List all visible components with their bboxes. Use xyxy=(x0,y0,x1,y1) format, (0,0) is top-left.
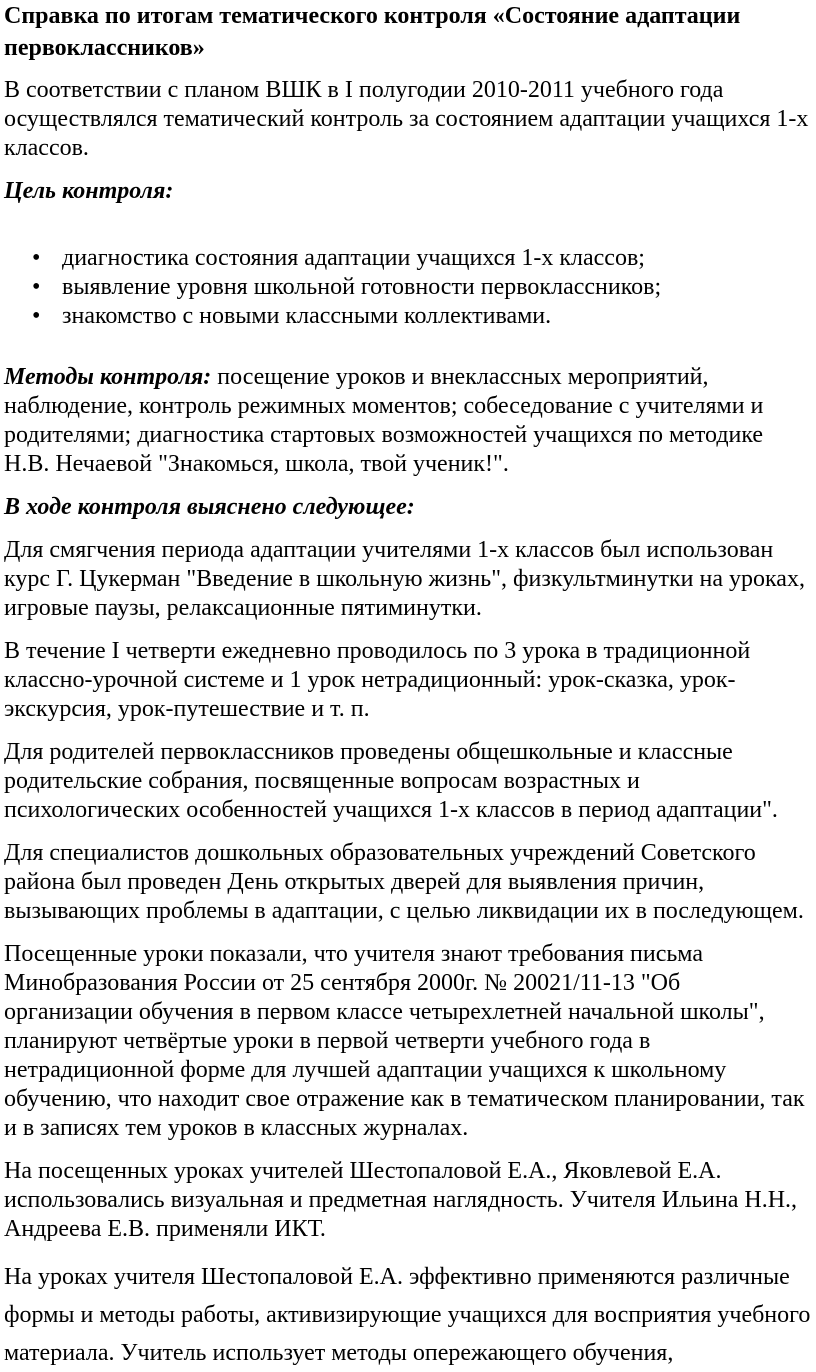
list-item xyxy=(32,273,812,302)
list-item xyxy=(32,302,812,331)
methods-paragraph xyxy=(4,363,812,479)
list-item xyxy=(32,244,812,273)
finding-paragraph: Для смягчения периода адаптации учителями 1-х классов был использован курс Г. Цукерман "Введение в школьную жизнь", физкультминутки на уроках, игровые паузы, релаксационные пятиминутки. xyxy=(4,537,805,621)
finding-paragraph: Для родителей первоклассников проведены общешкольные и классные родительские собрания, посвященные вопросам возрастных и психологических особенностей учащихся 1-х классов в период адаптации". xyxy=(4,739,778,823)
finding-paragraph: В течение I четверти ежедневно проводилось по 3 урока в традиционной классно-урочной системе и 1 урок нетрадиционный: урок-сказка, урок-экскурсия, урок-путешествие и т. п. xyxy=(4,638,751,722)
bullet-icon: • xyxy=(32,274,41,300)
document-title: Справка по итогам тематического контроля «Состояние адаптации первоклассников» xyxy=(4,3,741,61)
methods-text: посещение уроков и внеклассных мероприятий, наблюдение, контроль режимных моментов; собеседование с учителями и родителями; диагностика стартовых возможностей учащихся по методике Н.В. Нечаевой "Знакомься, школа, твой ученик!". xyxy=(4,364,764,477)
goals-list xyxy=(4,220,812,331)
finding-paragraph: Для специалистов дошкольных образовательных учреждений Советского района был проведен День открытых дверей для выявления причин, вызывающих проблемы в адаптации, с целью ликвидации их в последующем. xyxy=(4,840,804,924)
goal-item-text: знакомство с новыми классными коллективами. xyxy=(62,303,552,329)
goal-heading: Цель контроля: xyxy=(4,178,174,204)
findings-heading: В ходе контроля выяснено следующее: xyxy=(4,494,415,520)
methods-lead: Методы контроля: xyxy=(4,364,212,390)
intro-paragraph: В соответствии с планом ВШК в I полугодии 2010-2011 учебного года осуществлялся тематический контроль за состоянием адаптации учащихся 1-х классов. xyxy=(4,77,809,161)
last-paragraph: На уроках учителя Шестопаловой Е.А. эффективно применяются различные формы и методы работы, активизирующие учащихся для восприятия учебного материала. Учитель использует методы опережающего обучения, xyxy=(4,1264,811,1366)
goal-item-text: диагностика состояния адаптации учащихся 1-х классов; xyxy=(62,245,645,271)
goal-item-text: выявление уровня школьной готовности первоклассников; xyxy=(62,274,662,300)
finding-paragraph: Посещенные уроки показали, что учителя знают требования письма Минобразования России от 25 сентября 2000г. № 20021/11-13 "Об организации обучения в первом классе четырехлетней начальной школы", планируют четвёртые уроки в первой четверти учебного года в нетрадиционной форме для лучшей адаптации учащихся к школьному обучению, что находит свое отражение как в тематическом планировании, так и в записях тем уроков в классных журналах. xyxy=(4,941,805,1141)
bullet-icon: • xyxy=(32,245,41,271)
bullet-icon: • xyxy=(32,303,41,329)
finding-paragraph: На посещенных уроках учителей Шестопаловой Е.А., Яковлевой Е.А. использовались визуальная и предметная наглядность. Учителя Ильина Н.Н., Андреева Е.В. применяли ИКТ. xyxy=(4,1158,798,1242)
